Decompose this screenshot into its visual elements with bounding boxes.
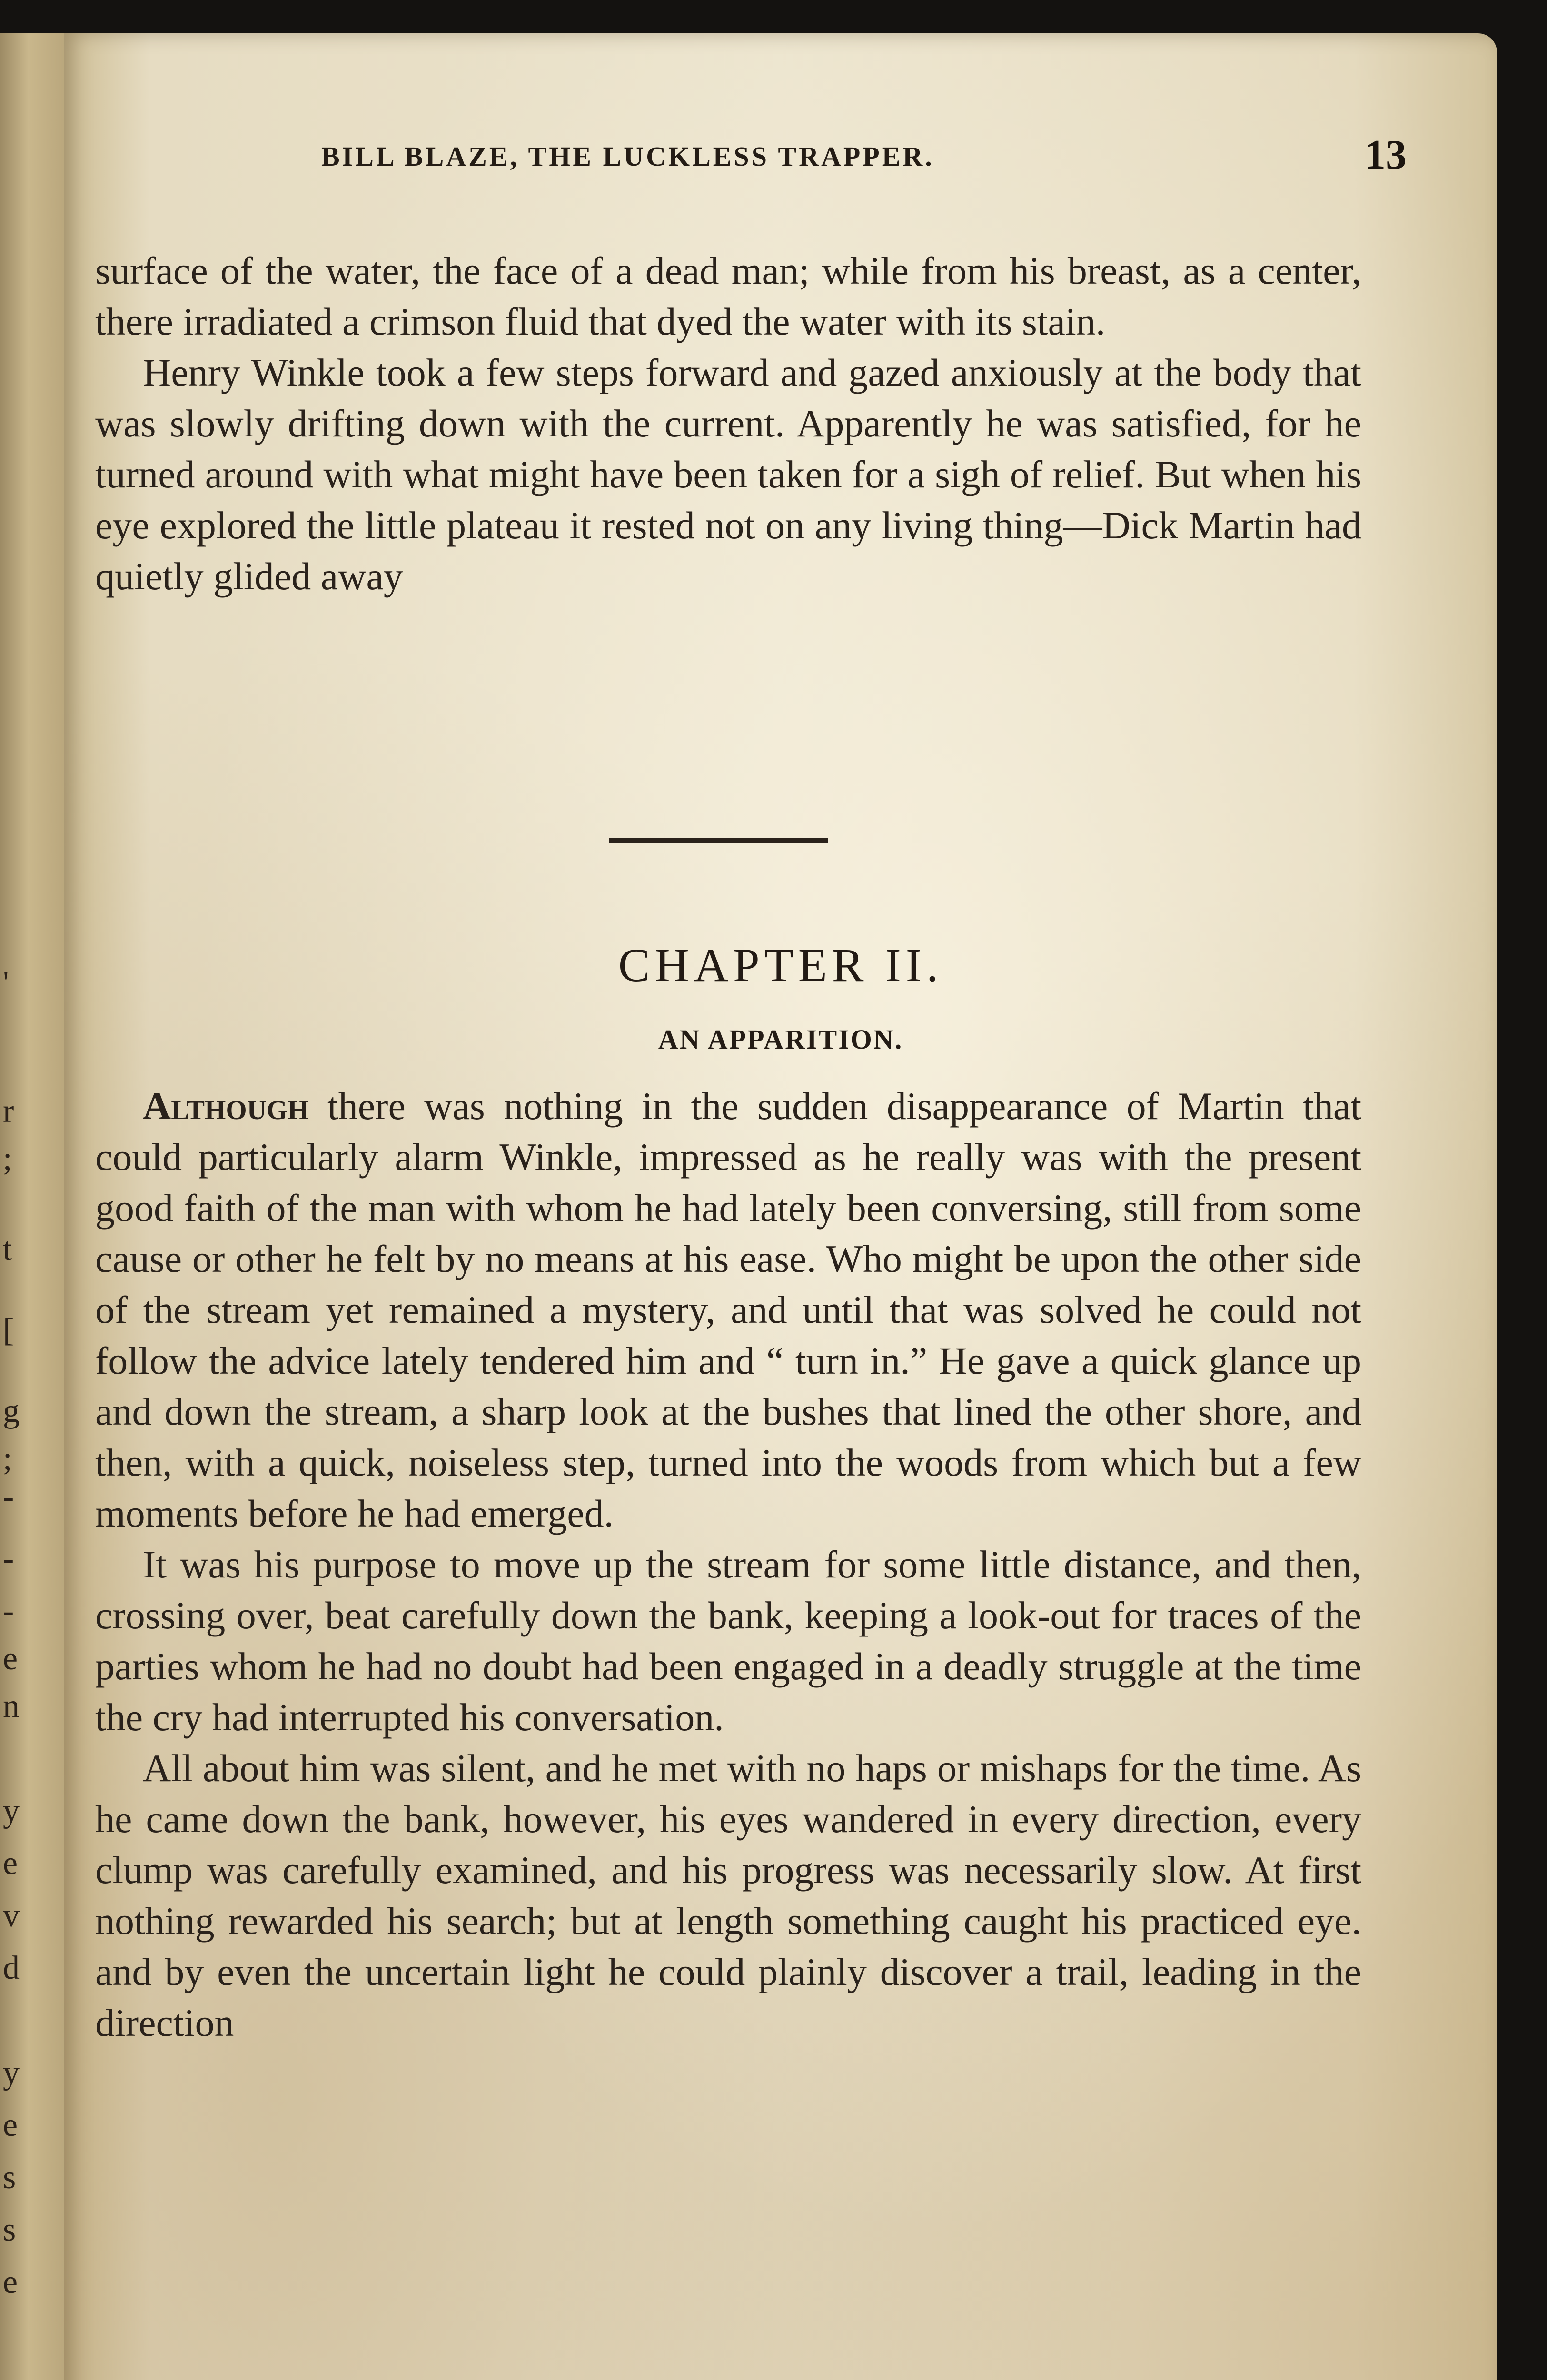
text-section-two (95, 1081, 1361, 2048)
adjacent-page-edge (0, 33, 73, 2380)
book-page (64, 33, 1497, 2380)
chapter-subtitle: AN APPARITION. (658, 1024, 903, 1055)
page-edge-fragment: e (3, 2107, 18, 2143)
page-edge-fragment: [ (3, 1312, 14, 1349)
paragraph: Henry Winkle took a few steps forward and gazed anxiously at the body that was slowly drifting down with the current. Apparently he was satisfied, for he turned around with what might have been taken for a sigh of relief. But when his eye explored the little plateau it rested not on any living thing—Dick Martin had quietly glided away (95, 351, 1361, 598)
paragraph: It was his purpose to move up the stream for some little distance, and then, crossing over, beat carefully down the bank, keeping a look-out for traces of the parties whom he had no doubt had been engaged in a deadly struggle at the time the cry had interrupted his conversation. (95, 1543, 1361, 1739)
page-edge-fragment: ' (3, 964, 9, 1001)
page-edge-fragment: y (3, 2054, 20, 2091)
paragraph-body: there was nothing in the sudden disappearance of Martin that could particularly alarm Winkle, impressed as he really was with the present good faith of the man with whom he had lately been conversing, still from some cause or other he felt by no means at his ease. Who might be upon the other side of the stream yet remained a mystery, and until that was solved he could not follow the advice lately tendered him and “ turn in.” He gave a quick glance up and down the stream, a sharp look at the bushes that lined the other shore, and then, with a quick, noiseless step, turned into the woods from which but a few moments before he had emerged. (95, 1084, 1361, 1535)
paragraph (95, 1081, 1361, 1539)
page-edge-fragment: r (3, 1093, 14, 1130)
page-edge-fragment: e (3, 2264, 18, 2301)
page-number: 13 (1365, 132, 1407, 178)
paragraph: All about him was silent, and he met with no haps or mishaps for the time. As he came down the bank, however, his eyes wandered in every direction, every clump was carefully examined, and his progress was necessarily slow. At first nothing rewarded his search; but at length something caught his practiced eye. and by even the uncertain light he could plainly discover a trail, leading in the direction (95, 1746, 1361, 2044)
page-edge-fragment: e (3, 1845, 18, 1882)
section-divider (609, 838, 828, 843)
page-edge-fragment: - (3, 1478, 14, 1515)
page-edge-fragment: n (3, 1688, 20, 1725)
page-header (321, 132, 1416, 188)
page-edge-fragment: e (3, 1640, 18, 1677)
page-edge-fragment: s (3, 2159, 16, 2196)
page-edge-fragment: s (3, 2211, 16, 2248)
page-edge-fragment: y (3, 1793, 20, 1829)
page-edge-fragment: t (3, 1231, 12, 1268)
page-edge-fragment: d (3, 1950, 20, 1986)
page-edge-fragment: ; (3, 1440, 12, 1477)
lead-word: Although (143, 1084, 309, 1128)
chapter-title: CHAPTER II. (618, 939, 943, 992)
page-edge-fragment: g (3, 1393, 20, 1429)
running-head: BILL BLAZE, THE LUCKLESS TRAPPER. (321, 141, 934, 172)
page-edge-fragment: ; (3, 1140, 12, 1177)
text-section-one (95, 245, 1361, 602)
page-edge-fragment: - (3, 1593, 14, 1629)
page-edge-fragment: v (3, 1897, 20, 1934)
paragraph: surface of the water, the face of a dead man; while from his breast, as a center, there irradiated a crimson fluid that dyed the water with its stain. (95, 249, 1361, 343)
page-edge-fragment: - (3, 1540, 14, 1577)
